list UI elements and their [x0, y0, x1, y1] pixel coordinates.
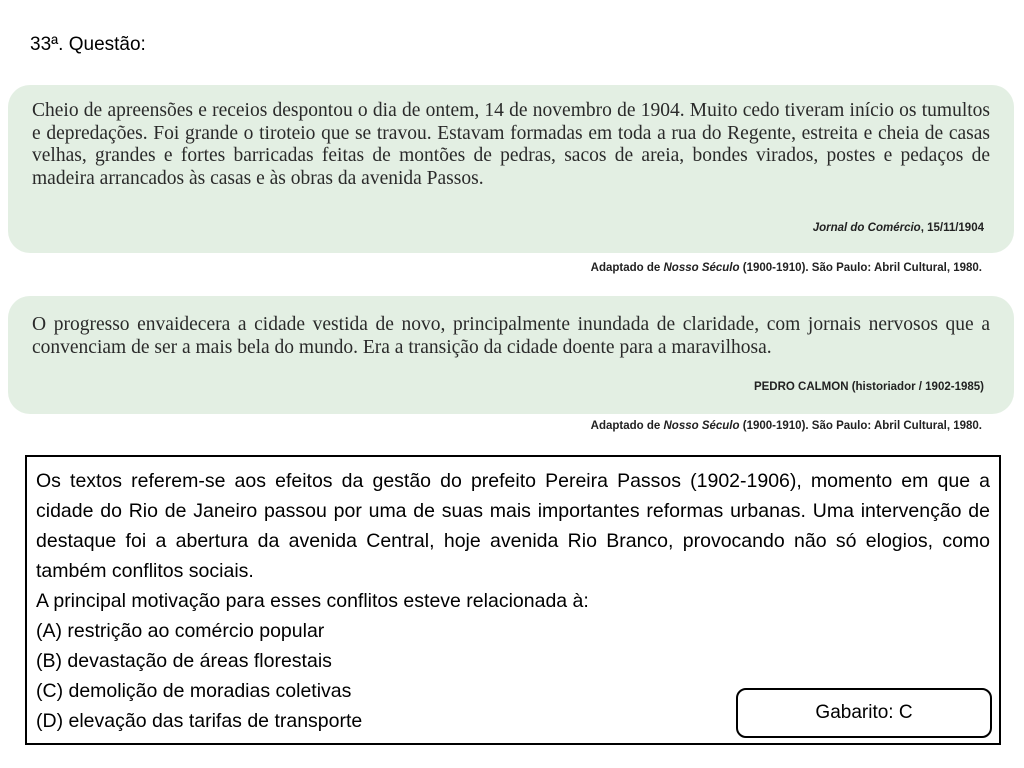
answer-key: Gabarito: C — [815, 702, 913, 723]
quote-2-source-title: Nosso Século — [663, 420, 740, 432]
answer-key-box — [736, 688, 992, 738]
question-statement: Os textos referem-se aos efeitos da gestão do prefeito Pereira Passos (1902-1906), momento em que a cidade do Rio de Janeiro passou por uma de suas mais importantes reformas urbanas. Uma intervenção de destaque foi a abertura da avenida Central, hoje avenida Rio Branco, provocando não só elogios, como também conflitos sociais. — [36, 470, 990, 582]
quote-2-text: O progresso envaidecera a cidade vestida de novo, principalmente inundada de claridade, com jornais nervosos que a convenciam de ser a mais bela do mundo. Era a transição da cidade doente para a maravilhosa. — [32, 314, 990, 358]
quote-1-source — [591, 262, 982, 274]
quote-1-source-title: Nosso Século — [663, 262, 740, 274]
option-b: (B) devastação de áreas florestais — [36, 650, 332, 672]
question-title: 33ª. Questão: — [30, 34, 146, 55]
quote-1-source-rest: (1900-1910). São Paulo: Abril Cultural, 1980. — [739, 262, 982, 274]
option-c: (C) demolição de moradias coletivas — [36, 680, 352, 702]
quote-2-attribution: PEDRO CALMON (historiador / 1902-1985) — [753, 381, 984, 393]
quote-2-source-rest: (1900-1910). São Paulo: Abril Cultural, 1980. — [739, 420, 982, 432]
quote-2-source-prefix: Adaptado de — [590, 420, 664, 432]
quote-1-attribution-source: Jornal do Comércio — [812, 222, 921, 234]
option-d: (D) elevação das tarifas de transporte — [36, 710, 363, 732]
quote-1-source-prefix: Adaptado de — [590, 262, 664, 274]
quote-2-source — [591, 420, 982, 432]
quote-1-attribution — [813, 222, 984, 234]
option-a: (A) restrição ao comércio popular — [36, 620, 325, 642]
question-prompt: A principal motivação para esses conflitos esteve relacionada à: — [36, 590, 589, 612]
quote-1-text: Cheio de apreensões e receios despontou o dia de ontem, 14 de novembro de 1904. Muito cedo tiveram início os tumultos e depredações. Foi grande o tiroteio que se travou. Estavam formadas em toda a rua do Regente, estreita e cheia de casas velhas, grandes e fortes barricadas feitas de montões de pedras, sacos de areia, bondes virados, postes e pedaços de madeira arrancados às casas e às obras da avenida Passos. — [32, 100, 990, 189]
quote-box-2 — [8, 296, 1014, 414]
quote-box-1 — [8, 85, 1014, 253]
quote-1-attribution-date: , 15/11/1904 — [920, 222, 984, 234]
